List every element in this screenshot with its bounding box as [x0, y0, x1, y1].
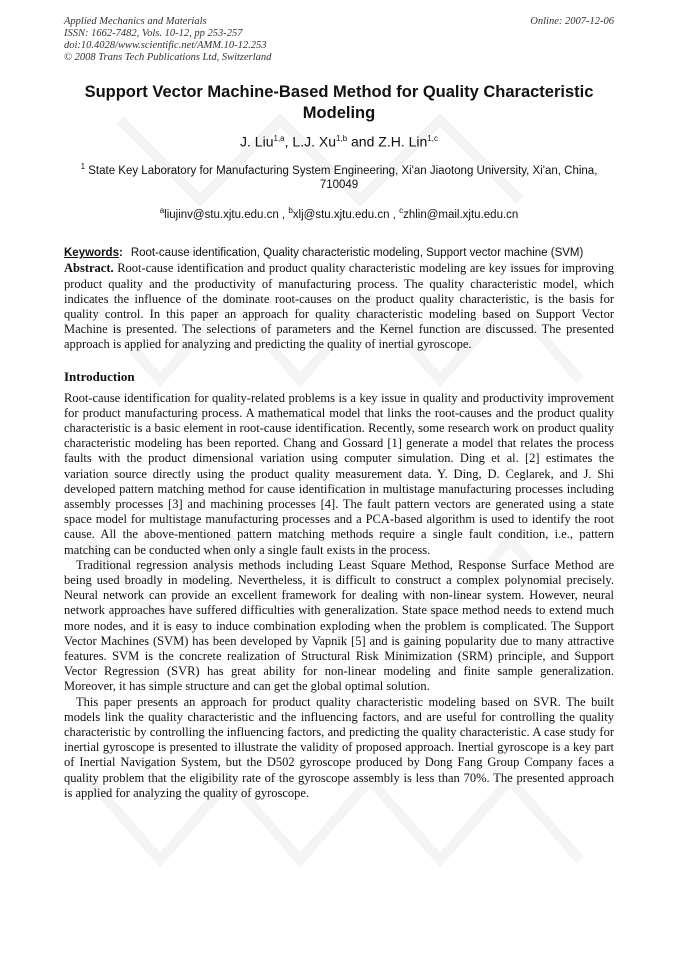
- intro-paragraph-1: Root-cause identification for quality-related problems is a key issue in quality and productivity improvement for product manufacturing process. A mathematical model that links the root-causes and the product quality characteristic is a basic element in root-cause identification. Recently, some research work on product quality characteristic modeling has been reported. Chang and Gossard [1] generate a model that relates the process faults with the product dimensional variation using computer simulation. Ding et al. [2] estimates the variation source directly using the product quality measurement data. Y. Ding, D. Ceglarek, and J. Shi developed pattern matching method for cause identification in multistage manufacturing processes including assembly processes [3] and machining processes [4]. The fault pattern vectors are generated using a state space model for multistage manufacturing processes and a PCA-based algorithm is used to identify the root cause. All the above-mentioned pattern matching methods require a single fault condition, i.e., pattern matching can be conducted when only a single fault exists in the process.: [64, 390, 614, 557]
- author-separator: ,: [284, 133, 293, 150]
- email-address: liujinv@stu.xjtu.edu.cn: [164, 209, 279, 222]
- author-affil-mark: 1,a: [273, 134, 285, 143]
- keywords-colon: :: [118, 247, 123, 260]
- email-mark: b: [288, 206, 293, 216]
- email-separator: ,: [278, 209, 289, 222]
- author-affil-mark: 1,b: [336, 134, 348, 143]
- affiliation-text: State Key Laboratory for Manufacturing System Engineering, Xi'an Jiaotong University, Xi'an, China, 710049: [88, 164, 598, 192]
- affiliation: [64, 159, 614, 194]
- issn-line: ISSN: 1662-7482, Vols. 10-12, pp 253-257: [64, 28, 243, 39]
- email-mark: c: [399, 206, 404, 216]
- author-name: J. Liu: [240, 133, 274, 150]
- keywords-block: [64, 246, 614, 261]
- keywords-label: Keywords: [64, 247, 119, 260]
- author-separator: and: [347, 133, 379, 150]
- affiliation-mark: 1: [80, 161, 86, 171]
- abstract-label: Abstract.: [64, 261, 114, 276]
- online-date: Online: 2007-12-06: [530, 16, 614, 27]
- email-mark: a: [159, 206, 165, 216]
- abstract: [64, 261, 614, 352]
- intro-paragraph-3: This paper presents an approach for product quality characteristic modeling based on SVR. The built models link the quality characteristic and the influencing factors, and are useful for controlling the quality characteristic by controlling the influencing factors, and predicting the quality characteristic. A case study for inertial gyroscope is presented to illustrate the validity of proposed approach. Inertial gyroscope is a key part of Inertial Navigation System, but the D502 gyroscope produced by Dong Fang Group Company faces a quality problem that the eligibility rate of the gyroscope assembly is less than 70%. The presented approach is applied for analyzing the quality of gyroscope.: [64, 694, 614, 800]
- journal-header: [64, 16, 614, 64]
- copyright-line: © 2008 Trans Tech Publications Ltd, Switzerland: [64, 52, 272, 63]
- author-affil-mark: 1,c: [427, 134, 438, 143]
- paper-page: [64, 16, 614, 801]
- email-address: xlj@stu.xjtu.edu.cn: [292, 209, 390, 222]
- abstract-text: Root-cause identification and product quality characteristic modeling are key issues for improving product quality and the productivity of manufacturing process. The quality characteristic model, which indicates the influence of the dominate root-causes on the product quality characteristic, is the basis for quality control. In this paper an approach for quality characteristic modeling based on Support Vector Machine is presented. The selections of parameters and the Kernel function are discussed. The presented approach is applied for analyzing and predicting the quality of inertial gyroscope.: [64, 261, 614, 352]
- keywords-text: Root-cause identification, Quality characteristic modeling, Support vector machine (SVM): [130, 247, 584, 260]
- email-list: [64, 203, 614, 223]
- author-name: Z.H. Lin: [378, 133, 428, 150]
- email-address: zhlin@mail.xjtu.edu.cn: [403, 209, 519, 222]
- email-separator: ,: [389, 209, 400, 222]
- paper-title: Support Vector Machine-Based Method for Quality Characteristic Modeling: [84, 83, 594, 122]
- journal-name: Applied Mechanics and Materials: [64, 16, 207, 27]
- author-list: [64, 130, 614, 151]
- intro-paragraph-2: Traditional regression analysis methods including Least Square Method, Response Surface Method are being used broadly in modeling. Nevertheless, it is difficult to construct a complex polynomial precisely. Neural network can provide an excellent framework for dealing with non-linear system. However, neural network approaches have suffered difficulties with generalization. State space method needs to extend much more nodes, and it is easy to induce combination exploding when the problem is complicated. The Support Vector Machines (SVM) has been developed by Vapnik [5] and is gaining popularity due to many attractive features. SVM is the concrete realization of Structural Risk Minimization (SRM) principle, and Support Vector Regression (SVR) has great ability for non-linear modeling and finite sample generalization. Moreover, it has simple structure and can get the global optimal solution.: [64, 557, 614, 694]
- doi-line: doi:10.4028/www.scientific.net/AMM.10-12.253: [64, 40, 267, 51]
- author-name: L.J. Xu: [292, 133, 336, 150]
- section-heading-introduction: Introduction: [64, 368, 135, 384]
